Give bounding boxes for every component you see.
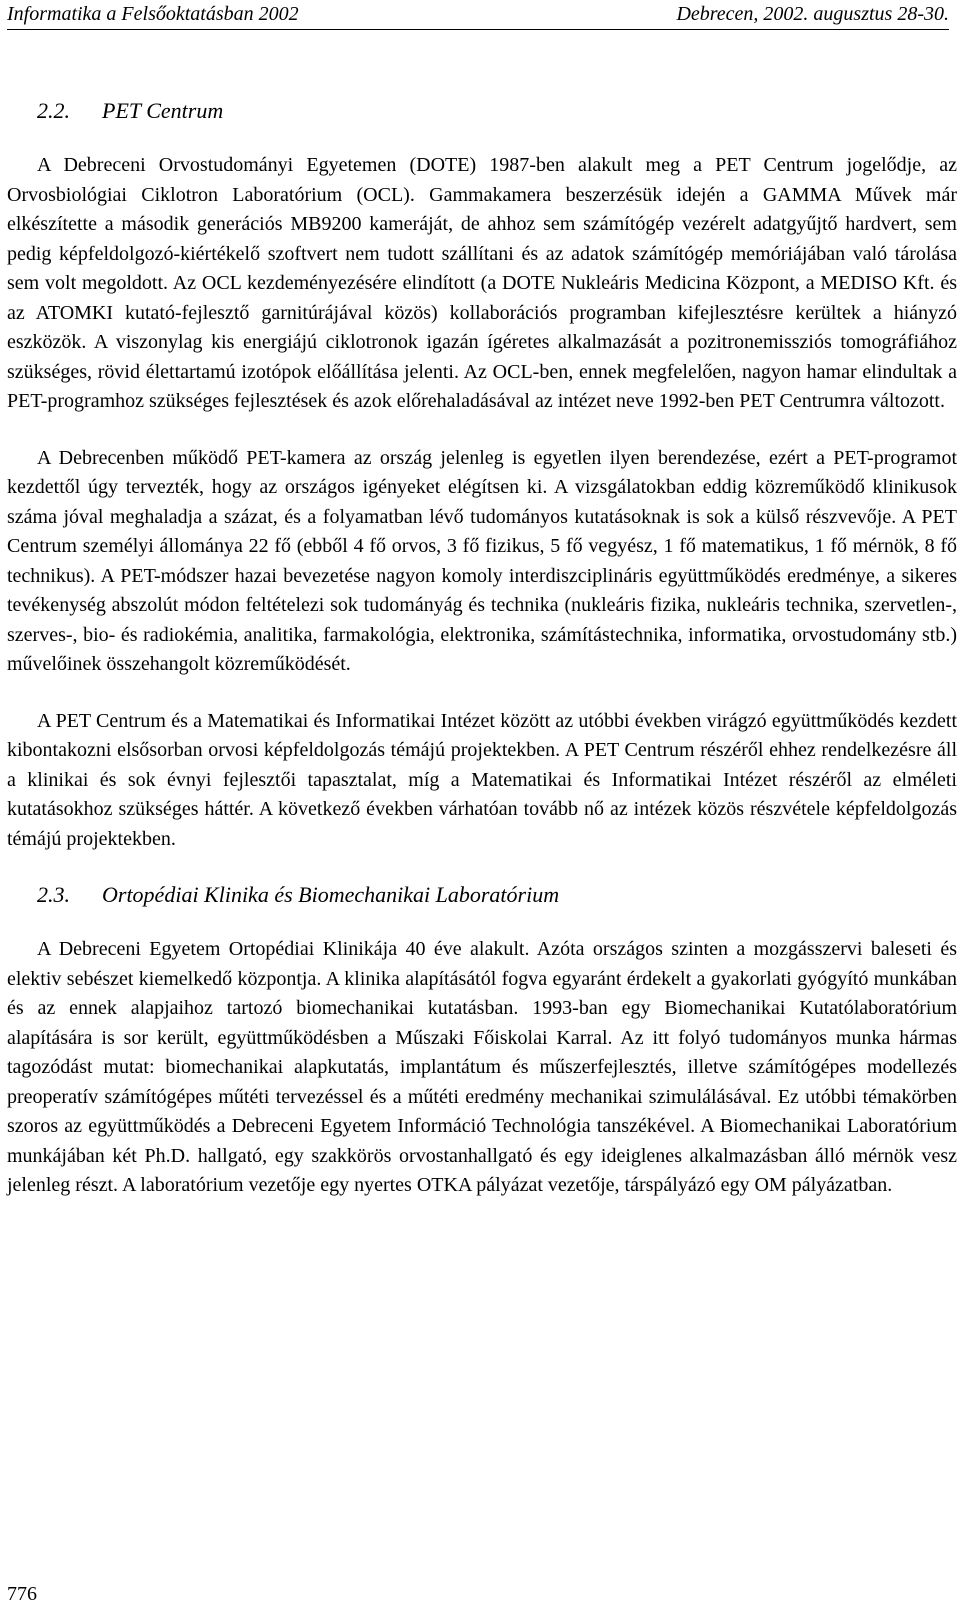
paragraph: A PET Centrum és a Matematikai és Informatikai Intézet között az utóbbi években virágzó együttműködés kezdett kibontakozni elsősorban orvosi képfeldolgozás témájú projektekben. A PET Centrum részéről ehhez rendelkezésre áll a klinikai és sok évnyi fejlesztői tapasztalat, míg a Matematikai és Informatikai Intézet részéről az elméleti kutatásokhoz szükséges háttér. A következő években várhatóan tovább nő az intézek közös részvétele képfeldolgozás témájú projektekben.: [7, 709, 957, 850]
page-number: 776: [7, 1583, 37, 1605]
header-rule: [7, 29, 949, 30]
paragraph: A Debreceni Egyetem Ortopédiai Klinikája 40 éve alakult. Azóta országos szinten a mozgásszervi baleseti és elektiv sebészet kiemelkedő központja. A klinika alapításától fogva egyaránt érdekelt a gyakorlati gyógyító munkában és az ennek alapjaihoz tartozó biomechanikai kutatásban. 1993-ban egy Biomechanikai Kutatólaboratórium alapítására is sor került, együttműködésben a Műszaki Főiskolai Karral. Az itt folyó tudományos munka hármas tagozódást mutat: biomechanikai alapkutatás, implantátum és műszerfejlesztés, illetve számítógépes modellezés preoperatív számítógépes műtéti tervezéssel és a műtéti eredmény mechanikai szimulálásával. Ez utóbbi témakörben szoros az együttműködés a Debreceni Egyetem Információ Technológia tanszékével. A Biomechanikai Laboratórium munkájában két Ph.D. hallgató, egy szakkörös orvostanhallgató és egy ideiglenes alkalmazásban álló mérnök vesz jelenleg részt. A laboratórium vezetője egy nyertes OTKA pályázat vezetője, társpályázó egy OM pályázatban.: [7, 938, 957, 1196]
section-title: PET Centrum: [102, 98, 224, 123]
paragraph: A Debrecenben működő PET-kamera az ország jelenleg is egyetlen ilyen berendezése, ezért a PET-programot kezdettől úgy tervezték, hogy az országos igényeket elégítsen ki. A vizsgálatokban eddig közreműködő klinikusok száma jóval meghaladja a százat, és a folyamatban lévő tudományos kutatásoknak is sok a külső részvevője. A PET Centrum személyi állománya 22 fő (ebből 4 fő orvos, 3 fő fizikus, 5 fő vegyész, 1 fő matematikus, 1 fő mérnök, 8 fő technikus). A PET-módszer hazai bevezetése nagyon komoly interdiszciplináris együttműködés eredménye, a sikeres tevékenység abszolút módon feltételezi sok tudományág és technika (nukleáris fizika, nukleáris technika, szervetlen-, szerves-, bio- és radiokémia, analitika, farmakológia, elektronika, számítástechnika, informatika, orvostudomány stb.) művelőinek összehangolt közreműködését.: [7, 446, 957, 675]
section-heading-pet: [7, 96, 957, 126]
header-right: Debrecen, 2002. augusztus 28-30.: [676, 3, 949, 25]
section-heading-ortho: [7, 880, 957, 910]
section-number: 2.3.: [37, 882, 70, 907]
header-left: Informatika a Felsőoktatásban 2002: [7, 3, 299, 25]
running-header: [7, 2, 949, 26]
section-number: 2.2.: [37, 98, 70, 123]
paragraph: A Debreceni Orvostudományi Egyetemen (DOTE) 1987-ben alakult meg a PET Centrum jogelődje, az Orvosbiológiai Ciklotron Laboratórium (OCL). Gammakamera beszerzésük idején a GAMMA Művek már elkészítette a második generációs MB9200 kameráját, de ahhoz sem számítógép vezérelt adatgyűjtő hardvert, sem pedig képfeldolgozó-kiértékelő szoftvert nem tudott szállítani és az adatok számítógép memóriájában való tárolása sem volt megoldott. Az OCL kezdeményezésére elindított (a DOTE Nukleáris Medicina Központ, a MEDISO Kft. és az ATOMKI kutató-fejlesztő garnitúrájával közös) kollaborációs programban kifejlesztésre kerültek a hiányzó eszközök. A viszonylag kis energiájú ciklotronok igazán ígéretes alkalmazását a pozitronemissziós tomográfiához szükséges, rövid élettartamú izotópok előállítása jelenti. Az OCL-ben, ennek megfelelően, nagyon hamar elindultak a PET-programhoz szükséges fejlesztések és azok előrehaladásával az intézet neve 1992-ben PET Centrumra változott.: [7, 154, 957, 412]
page-body: [7, 96, 957, 1201]
section-title: Ortopédiai Klinika és Biomechanikai Laboratórium: [102, 882, 560, 907]
